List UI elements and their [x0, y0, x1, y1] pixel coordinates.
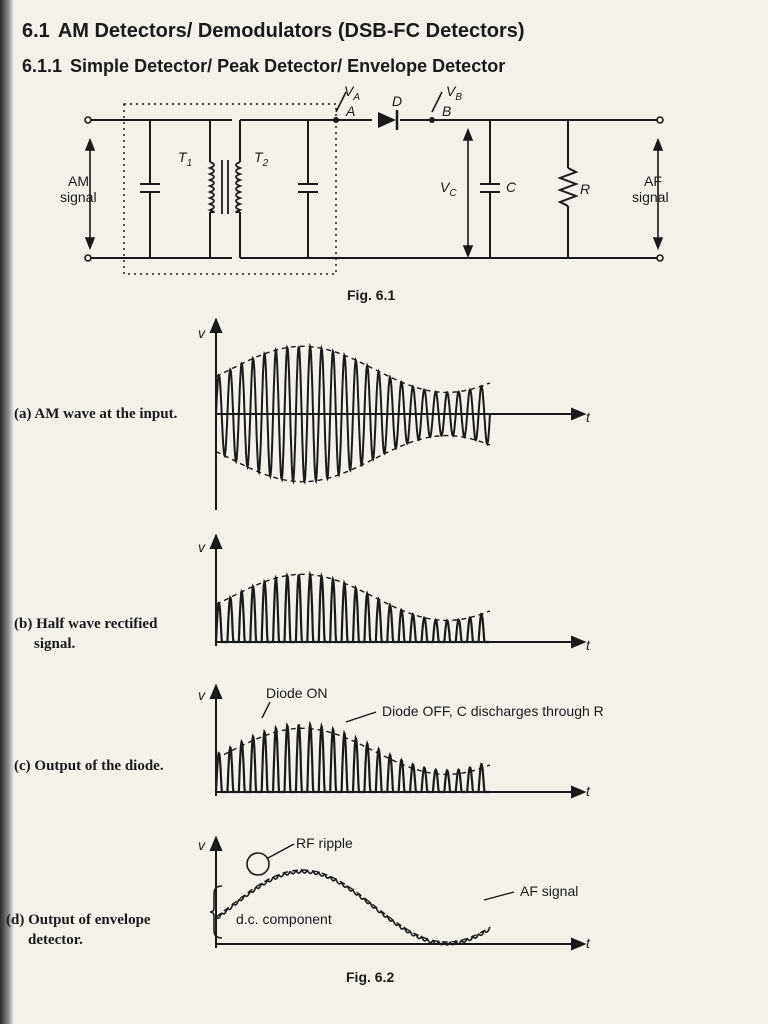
capacitor-label: C [506, 179, 517, 195]
t-axis-arrow-d [572, 939, 584, 949]
v-axis-arrow-d [211, 838, 221, 850]
label-d-line1: (d) Output of envelope [6, 912, 151, 928]
va-label: $V_A$ [344, 83, 361, 103]
diode-on-label: Diode ON [266, 685, 328, 701]
af-signal-label: AF signal [520, 883, 579, 899]
vc-label: $V_C$ [440, 179, 457, 199]
section-title: AM Detectors/ Demodulators (DSB-FC Detectors) [57, 20, 525, 42]
t-axis-label-d: t [586, 935, 590, 951]
am-signal-label-2: signal [60, 189, 97, 205]
v-axis-label-d: v [198, 837, 205, 853]
fig-6-1-caption: Fig. 6.1 [347, 287, 396, 303]
rf-ripple-label: RF ripple [296, 835, 353, 851]
t2-label: $T_2$ [254, 149, 269, 169]
vb-label: $V_B$ [446, 83, 463, 103]
t1-label: $T_1$ [178, 149, 193, 169]
v-axis-label-c: v [198, 687, 205, 703]
v-axis-arrow-a [211, 320, 221, 332]
diode-on-pointer [262, 702, 270, 718]
diode-off-pointer [346, 712, 376, 722]
t-axis-arrow-c [572, 787, 584, 797]
v-axis-arrow-c [211, 686, 221, 698]
diode-label: D [392, 93, 403, 109]
subsection-title: Simple Detector/ Peak Detector/ Envelope Detector [70, 56, 506, 76]
rf-ripple-circle [247, 853, 269, 875]
af-signal-pointer [484, 892, 514, 900]
label-b-line1: (b) Half wave rectified [14, 616, 158, 632]
v-axis-arrow-b [211, 536, 221, 548]
diode-off-label: Diode OFF, C discharges through R [382, 703, 604, 719]
af-signal-trace [216, 870, 490, 942]
t-axis-arrow-a [572, 409, 584, 419]
node-b-label: B [442, 103, 452, 119]
t-axis-arrow-b [572, 637, 584, 647]
fig-6-2-caption: Fig. 6.2 [346, 969, 395, 985]
t-axis-label-a: t [586, 409, 590, 425]
v-axis-label-a: v [198, 325, 205, 341]
label-c: (c) Output of the diode. [14, 758, 164, 774]
node-a-label: A [346, 103, 356, 119]
label-a: (a) AM wave at the input. [14, 406, 178, 422]
section-number: 6.1 [22, 20, 50, 42]
rectified-wave-c [216, 725, 490, 793]
am-signal-label-1: AM [68, 173, 89, 189]
af-signal-label-2: signal [632, 189, 669, 205]
af-signal-label-1: AF [644, 173, 662, 189]
resistor-label: R [580, 181, 591, 197]
v-axis-label-b: v [198, 539, 205, 555]
subsection-number: 6.1.1 [22, 56, 63, 76]
label-d-line2: detector. [28, 932, 83, 948]
t-axis-label-c: t [586, 783, 590, 799]
rf-ripple-pointer [268, 844, 294, 858]
detector-output-ripple [216, 870, 490, 945]
t-axis-label-b: t [586, 637, 590, 653]
label-b-line2: signal. [34, 636, 76, 652]
dc-component-label: d.c. component [236, 911, 332, 927]
